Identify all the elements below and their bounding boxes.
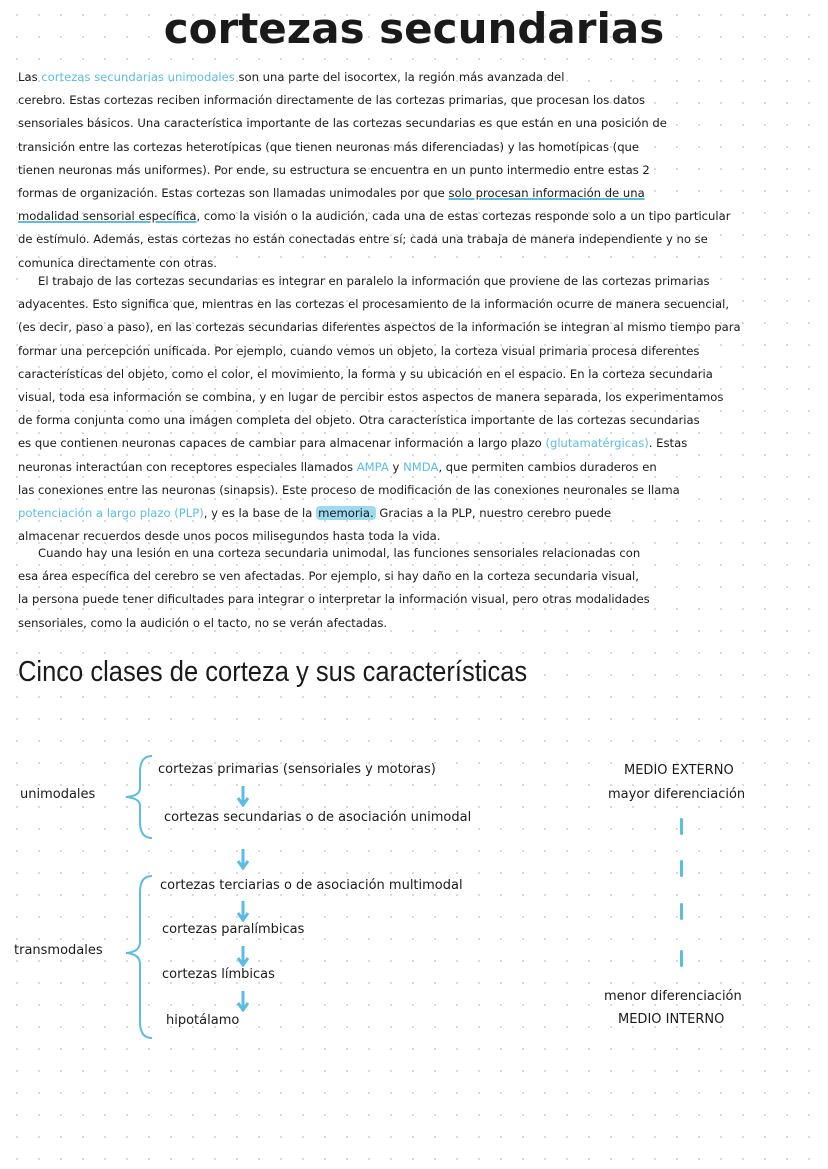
text-line (18, 205, 823, 228)
dashed-line (680, 903, 683, 920)
text-segment: neuronas interactúan con receptores especiales llamados (18, 459, 357, 474)
text-line (18, 386, 823, 409)
paragraph (18, 542, 823, 635)
underlined-text: modalidad sensorial específica (18, 209, 197, 224)
text-segment: cerebro. Estas cortezas reciben información directamente de las cortezas primarias, que procesan los datos (18, 93, 646, 108)
arrow-down-icon (236, 848, 250, 870)
label-medio-interno: MEDIO INTERNO (618, 1012, 725, 1027)
label-mayor-diferenciacion: mayor diferenciación (608, 787, 746, 802)
text-segment: sensoriales, como la audición o el tacto, no se verán afectadas. (18, 615, 388, 630)
group-label-transmodal: transmodales (14, 943, 103, 958)
text-line (18, 432, 823, 455)
brace-icon (118, 872, 158, 1042)
text-segment: Las (18, 70, 42, 84)
text-line (18, 542, 823, 565)
underlined-text: solo procesan información de una (448, 185, 645, 200)
text-segment: El trabajo de las cortezas secundarias es integrar en paralelo la información que proviene de las cortezas primarias (38, 274, 710, 288)
text-line (18, 612, 823, 635)
text-line (18, 340, 823, 363)
text-segment: , que permiten cambios duraderos en (438, 459, 657, 474)
text-line (18, 89, 823, 112)
text-segment: son una parte del isocortex, la región más avanzada del (234, 70, 565, 84)
text-line (18, 316, 823, 339)
text-segment: visual, toda esa información se combina, y en lugar de percibir estos aspectos de manera separada, los experimentamos (18, 389, 724, 404)
highlighted-term: memoria. (318, 505, 374, 520)
dashed-line (680, 818, 683, 835)
key-term: AMPA (356, 459, 389, 474)
text-segment: , y es la base de la (203, 505, 317, 520)
dashed-line (680, 860, 683, 877)
text-segment: tienen neuronas más uniformes). Por ende, su estructura se encuentra en un punto intermedio entre estas 2 (18, 162, 650, 177)
text-segment: comunica directamente con otras. (18, 255, 217, 270)
arrow-down-icon (236, 990, 250, 1012)
item-terciarias: cortezas terciarias o de asociación multimodal (160, 878, 463, 893)
text-line (18, 66, 823, 89)
text-segment: (es decir, paso a paso), en las cortezas secundarias diferentes aspectos de la información se integran al mismo tiempo para (18, 320, 741, 335)
group-label-unimodal: unimodales (20, 787, 96, 802)
text-line (18, 565, 823, 588)
section-title: Cinco clases de corteza y sus características (18, 656, 528, 688)
text-line (18, 293, 823, 316)
text-line (18, 270, 823, 293)
text-segment: Gracias a la PLP, nuestro cerebro puede (375, 505, 612, 520)
label-menor-diferenciacion: menor diferenciación (604, 989, 742, 1004)
brace-icon (118, 752, 158, 842)
item-limbicas: cortezas límbicas (162, 967, 275, 982)
text-line (18, 112, 823, 135)
text-line (18, 363, 823, 386)
item-paralimbicas: cortezas paralímbicas (162, 922, 305, 937)
page-title: cortezas secundarias (163, 4, 665, 53)
text-segment: esa área específica del cerebro se ven afectadas. Por ejemplo, si hay daño en la corteza secundaria visual, (18, 569, 639, 584)
paragraph (18, 270, 823, 548)
key-term: potenciación a largo plazo (PLP) (18, 505, 204, 520)
text-segment: las conexiones entre las neuronas (sinapsis). Este proceso de modificación de las conexiones neuronales se llama (18, 482, 680, 497)
dashed-line (680, 950, 683, 967)
text-segment: la persona puede tener dificultades para integrar o interpretar la información visual, pero otras modalidades (18, 592, 650, 607)
text-line (18, 182, 823, 205)
label-medio-externo: MEDIO EXTERNO (624, 763, 734, 778)
text-segment: características del objeto, como el color, el movimiento, la forma y su ubicación en el espacio. En la corteza secundaria (18, 366, 713, 381)
text-line (18, 409, 823, 432)
key-term: NMDA (403, 459, 439, 474)
key-term: (glutamatérgicas) (545, 436, 649, 451)
text-line (18, 228, 823, 251)
text-segment: transición entre las cortezas heterotípicas (que tienen neuronas más diferenciadas) y las homotípicas (que (18, 139, 640, 154)
item-primarias: cortezas primarias (sensoriales y motoras) (158, 762, 436, 777)
text-segment: es que contienen neuronas capaces de cambiar para almacenar información a largo plazo (18, 436, 546, 451)
text-segment: , como la visión o la audición, cada una de estas cortezas responde solo a un tipo particular (196, 209, 731, 224)
text-segment: almacenar recuerdos desde unos pocos milisegundos hasta toda la vida. (18, 529, 441, 544)
text-segment: de forma conjunta como una imágen completa del objeto. Otra característica importante de las cortezas secundarias (18, 413, 700, 428)
arrow-down-icon (236, 785, 250, 807)
paragraph (18, 66, 823, 275)
text-line (18, 456, 823, 479)
text-segment: formar una percepción unificada. Por ejemplo, cuando vemos un objeto, la corteza visual primaria procesa diferentes (18, 343, 700, 358)
text-segment: formas de organización. Estas cortezas son llamadas unimodales por que (18, 185, 449, 200)
text-line (18, 136, 823, 159)
text-segment: y (388, 459, 404, 474)
item-secundarias: cortezas secundarias o de asociación unimodal (164, 810, 472, 825)
text-segment: sensoriales básicos. Una característica importante de las cortezas secundarias es que están en una posición de (18, 116, 667, 131)
text-line (18, 479, 823, 502)
text-segment: Cuando hay una lesión en una corteza secundaria unimodal, las funciones sensoriales relacionadas con (38, 546, 641, 560)
text-segment: de estímulo. Además, estas cortezas no están conectadas entre sí; cada una trabaja de manera independiente y no se (18, 232, 708, 247)
arrow-down-icon (236, 900, 250, 922)
text-line (18, 588, 823, 611)
key-term: cortezas secundarias unimodales (41, 70, 235, 84)
text-segment: . Estas (648, 436, 688, 451)
text-line (18, 502, 823, 525)
item-hipotalamo: hipotálamo (166, 1013, 240, 1028)
text-segment: adyacentes. Esto significa que, mientras en las cortezas el procesamiento de la información ocurre de manera secuencial, (18, 297, 730, 312)
arrow-down-icon (236, 945, 250, 967)
text-line (18, 159, 823, 182)
